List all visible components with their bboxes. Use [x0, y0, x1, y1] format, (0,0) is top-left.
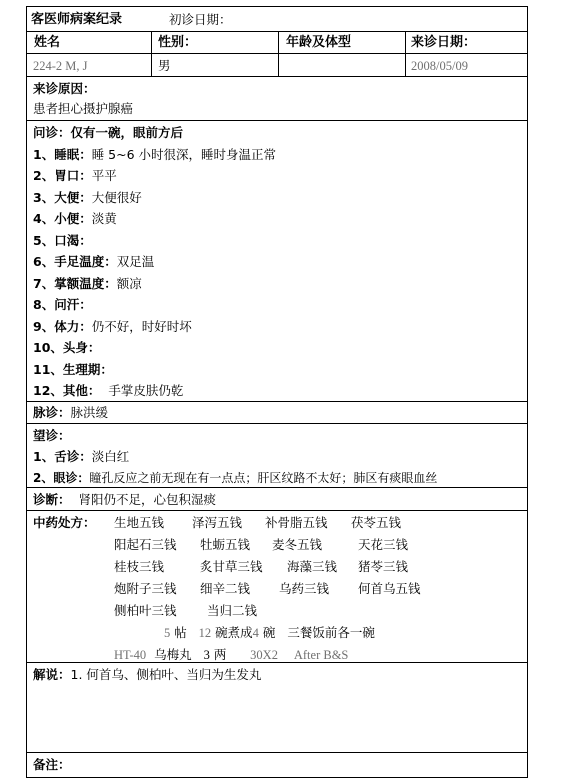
pill-code: HT-40 [114, 648, 147, 662]
visit-date-column-header: 来诊日期： [411, 35, 477, 50]
divider [27, 401, 527, 402]
inquiry-item [33, 297, 92, 313]
diagnosis-label: 诊断： [33, 492, 71, 507]
explanation [33, 667, 261, 683]
herb-item: 海藻三钱 [287, 559, 338, 574]
dose-unit: 帖 [174, 625, 187, 640]
herb-item: 猪苓三钱 [358, 559, 409, 574]
herb-item: 乌药三钱 [279, 581, 330, 596]
herb-item: 牡蛎五钱 [200, 537, 251, 552]
herb-item: 泽泻五钱 [192, 515, 243, 530]
meal-note: 三餐饭前各一碗 [287, 625, 375, 640]
inquiry-item-value: 睡 5~6 小时很深，睡时身温正常 [91, 147, 277, 162]
herb-item: 当归二钱 [207, 603, 258, 618]
pill-timing: After B&S [293, 648, 349, 662]
herb-item: 生地五钱 [114, 515, 165, 530]
inquiry-item [33, 319, 192, 335]
explanation-label: 解说： [33, 667, 71, 682]
observation-item-value: 淡白红 [91, 449, 130, 464]
inquiry-item [33, 147, 276, 163]
inquiry-item-label: 6、手足温度： [33, 254, 117, 269]
inquiry-item-label: 3、大便： [33, 190, 92, 205]
inquiry-item-value: 平平 [91, 168, 117, 183]
divider [27, 31, 527, 32]
case-record-form [26, 6, 528, 778]
inquiry-item-value: 双足温 [116, 254, 155, 269]
pill-qty: 3 [203, 648, 210, 662]
divider [27, 53, 527, 54]
pill-unit: 两 [213, 647, 227, 662]
first-visit-date-label: 初诊日期： [169, 12, 232, 27]
pill-instructions [114, 647, 348, 663]
inquiry-item-value: 额凉 [116, 276, 142, 291]
pill-dose: 30X2 [250, 648, 278, 662]
explanation-text: 1. 何首乌、侧柏叶、当归为生发丸 [70, 667, 262, 682]
inquiry-item-value: 仍不好，时好时坏 [91, 319, 192, 334]
observation-item-label: 2、眼诊： [33, 471, 90, 485]
herb-item: 何首乌五钱 [358, 581, 421, 596]
herb-item: 细辛二钱 [200, 581, 251, 596]
inquiry-item [33, 233, 92, 249]
pill-name: 乌梅丸 [154, 647, 192, 662]
gender-value: 男 [158, 58, 171, 73]
inquiry-item-label: 10、头身： [33, 340, 101, 355]
age-column-header: 年龄及体型 [286, 35, 352, 50]
herb-item: 天花三钱 [358, 537, 409, 552]
inquiry-item [33, 276, 142, 292]
gender-column-header: 性别： [158, 35, 198, 50]
water-count: 12 [198, 626, 212, 640]
pulse-value: 脉洪缓 [70, 405, 109, 420]
table-column-divider [151, 31, 152, 76]
decoction-instructions [164, 625, 375, 641]
divider [27, 423, 527, 424]
herb-item: 桂枝三钱 [114, 559, 165, 574]
visit-date-value: 2008/05/09 [411, 59, 468, 73]
inquiry-item [33, 254, 154, 270]
herb-item: 补骨脂五钱 [265, 515, 328, 530]
name-column-header: 姓名 [34, 35, 61, 50]
water-result: 4 [252, 626, 259, 640]
inquiry-item [33, 340, 100, 356]
observation-item-value: 瞳孔反应之前无现在有一点点；肝区纹路不太好；肺区有痰眼血丝 [89, 471, 438, 485]
reason-text: 患者担心摄护腺癌 [33, 101, 134, 116]
inquiry-item-label: 5、口渴： [33, 233, 92, 248]
herb-item: 麦冬五钱 [272, 537, 323, 552]
inquiry-item-label: 12、其他： [33, 383, 101, 398]
inquiry-item-label: 11、生理期： [33, 362, 113, 377]
herb-item: 阳起石三钱 [114, 537, 177, 552]
observation-item [33, 449, 129, 465]
herb-item: 茯苓五钱 [351, 515, 402, 530]
divider [27, 76, 527, 77]
inquiry-item [33, 168, 117, 184]
inquiry-label: 问诊：仅有一碗，眼前方后 [33, 125, 184, 140]
inquiry-item [33, 190, 142, 206]
table-column-divider [405, 31, 406, 76]
divider [27, 120, 527, 121]
reason-label: 来诊原因： [33, 81, 96, 96]
inquiry-item-label: 1、睡眠： [33, 147, 92, 162]
divider [27, 752, 527, 753]
diagnosis [33, 492, 216, 508]
inquiry-item-value: 手掌皮肤仍乾 [108, 383, 184, 398]
remarks-label: 备注： [33, 757, 71, 772]
record-title: 客医师病案纪录 [31, 12, 123, 27]
inquiry-item-label: 2、胃口： [33, 168, 92, 183]
pulse-diagnosis [33, 405, 108, 421]
prescription-label: 中药处方： [33, 515, 96, 530]
herb-item: 炙甘草三钱 [200, 559, 263, 574]
diagnosis-value: 肾阳仍不足，心包积湿痰 [78, 492, 217, 507]
water-mid: 碗煮成 [215, 625, 253, 640]
observation-label: 望诊： [33, 428, 71, 443]
observation-item-label: 1、舌诊： [33, 449, 92, 464]
inquiry-item-label: 4、小便： [33, 211, 92, 226]
inquiry-item [33, 383, 183, 399]
table-column-divider [278, 31, 279, 76]
observation-item [33, 470, 437, 486]
inquiry-item-label: 9、体力： [33, 319, 92, 334]
inquiry-item-value: 大便很好 [91, 190, 142, 205]
patient-name-value: 224-2 M, J [33, 59, 88, 73]
inquiry-item-label: 7、掌额温度： [33, 276, 117, 291]
divider [27, 510, 527, 511]
inquiry-item [33, 362, 113, 378]
inquiry-item-label: 8、问汗： [33, 297, 92, 312]
inquiry-item [33, 211, 117, 227]
divider [27, 487, 527, 488]
inquiry-item-value: 淡黄 [91, 211, 117, 226]
pulse-label: 脉诊： [33, 405, 71, 420]
herb-item: 侧柏叶三钱 [114, 603, 177, 618]
herb-item: 炮附子三钱 [114, 581, 177, 596]
water-unit: 碗 [262, 625, 276, 640]
dose-count: 5 [164, 626, 171, 640]
